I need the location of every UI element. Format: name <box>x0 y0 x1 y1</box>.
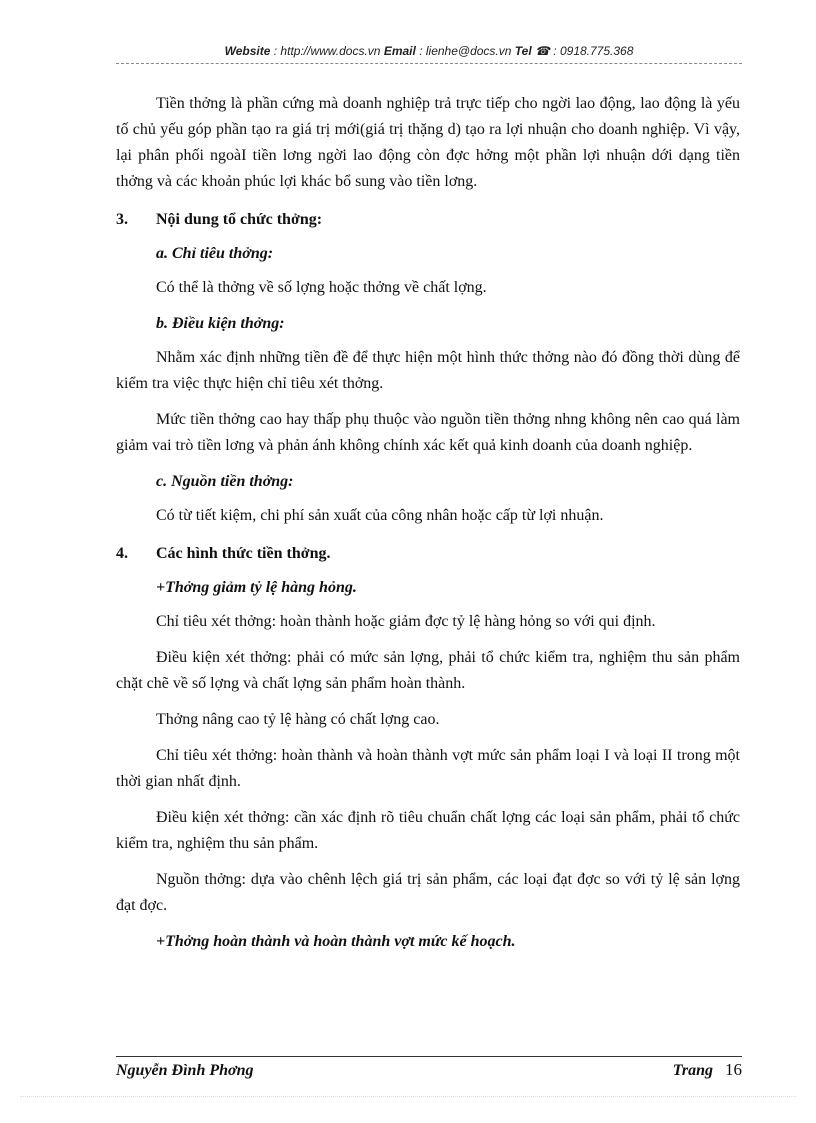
subheading-reward-defects: +Thởng giảm tỷ lệ hàng hỏng. <box>156 579 357 596</box>
page-header <box>116 44 742 58</box>
author-name: Nguyễn Đình Phơng <box>116 1062 254 1079</box>
section-4-number: 4. <box>116 545 128 562</box>
section-3-title: Nội dung tổ chức thởng: <box>156 211 323 228</box>
subheading-b: b. Điều kiện thởng: <box>156 315 285 332</box>
paragraph-4-1: Chỉ tiêu xét thởng: hoàn thành hoặc giảm đợc tỷ lệ hàng hỏng so với qui định. <box>156 613 656 630</box>
page-indicator <box>673 1060 742 1080</box>
bottom-dotted-line <box>20 1096 796 1097</box>
page-number: 16 <box>725 1060 742 1079</box>
section-3-heading <box>116 207 740 233</box>
subheading-reward-plan: +Thởng hoàn thành và hoàn thành vợt mức kế hoạch. <box>156 933 516 950</box>
website-value: : http://www.docs.vn <box>273 44 381 58</box>
paragraph-b-1: Nhằm xác định những tiền đề để thực hiện một hình thức thởng nào đó đồng thời dùng để kiểm tra việc thực hiện chỉ tiêu xét thởng. <box>116 349 740 392</box>
paragraph-4-6: Nguồn thởng: dựa vào chênh lệch giá trị sản phẩm, các loại đạt đợc so với tỷ lệ sản lợng đạt đợc. <box>116 871 740 914</box>
paragraph-4-2: Điều kiện xét thởng: phải có mức sản lợng, phải tổ chức kiểm tra, nghiệm thu sản phẩm chặt chẽ về số lợng và chất lợng sản phẩm hoàn thành. <box>116 649 740 692</box>
paragraph-c: Có từ tiết kiệm, chi phí sản xuất của công nhân hoặc cấp từ lợi nhuận. <box>156 507 604 524</box>
email-value: : lienhe@docs.vn <box>419 44 512 58</box>
page-label: Trang <box>672 1062 713 1079</box>
section-4-heading <box>116 541 740 567</box>
paragraph-4-3: Thởng nâng cao tỷ lệ hàng có chất lợng cao. <box>156 711 440 728</box>
section-3-number: 3. <box>116 211 128 228</box>
subheading-c: c. Nguồn tiền thởng: <box>156 473 294 490</box>
paragraph-b-2: Mức tiền thởng cao hay thấp phụ thuộc vào nguồn tiền thởng nhng không nên cao quá làm giảm vai trò tiền lơng và phản ánh không chính xác kết quả kinh doanh của doanh nghiệp. <box>116 411 740 454</box>
footer-divider <box>116 1056 742 1057</box>
section-4-title: Các hình thức tiền thởng. <box>156 545 331 562</box>
website-label: Website <box>224 44 271 58</box>
header-divider <box>116 63 742 64</box>
intro-paragraph: Tiền thởng là phần cứng mà doanh nghiệp trả trực tiếp cho ngời lao động, lao động là yếu tố chủ yếu góp phần tạo ra giá trị mới(giá trị thặng d) tạo ra lợi nhuận cho doanh nghiệp. Vì vậy, lại phân phối ngoàI tiền lơng ngời lao động còn đợc hởng một phần lợi nhuận dới dạng tiền thởng và các khoản phúc lợi khác bổ sung vào tiền lơng. <box>116 95 740 190</box>
page-footer <box>116 1060 742 1080</box>
paragraph-a: Có thể là thởng về số lợng hoặc thởng về chất lợng. <box>156 279 487 296</box>
tel-label: Tel <box>514 44 532 58</box>
paragraph-4-4: Chỉ tiêu xét thởng: hoàn thành và hoàn thành vợt mức sản phẩm loại I và loại II trong một thời gian nhất định. <box>116 747 740 790</box>
email-label: Email <box>383 44 416 58</box>
paragraph-4-5: Điều kiện xét thởng: cần xác định rõ tiêu chuẩn chất lợng các loại sản phẩm, phải tổ chức kiểm tra, nghiệm thu sản phẩm. <box>116 809 740 852</box>
subheading-a: a. Chỉ tiêu thởng: <box>156 245 274 262</box>
tel-value: ☎ : 0918.775.368 <box>535 44 634 58</box>
document-body <box>116 91 740 963</box>
